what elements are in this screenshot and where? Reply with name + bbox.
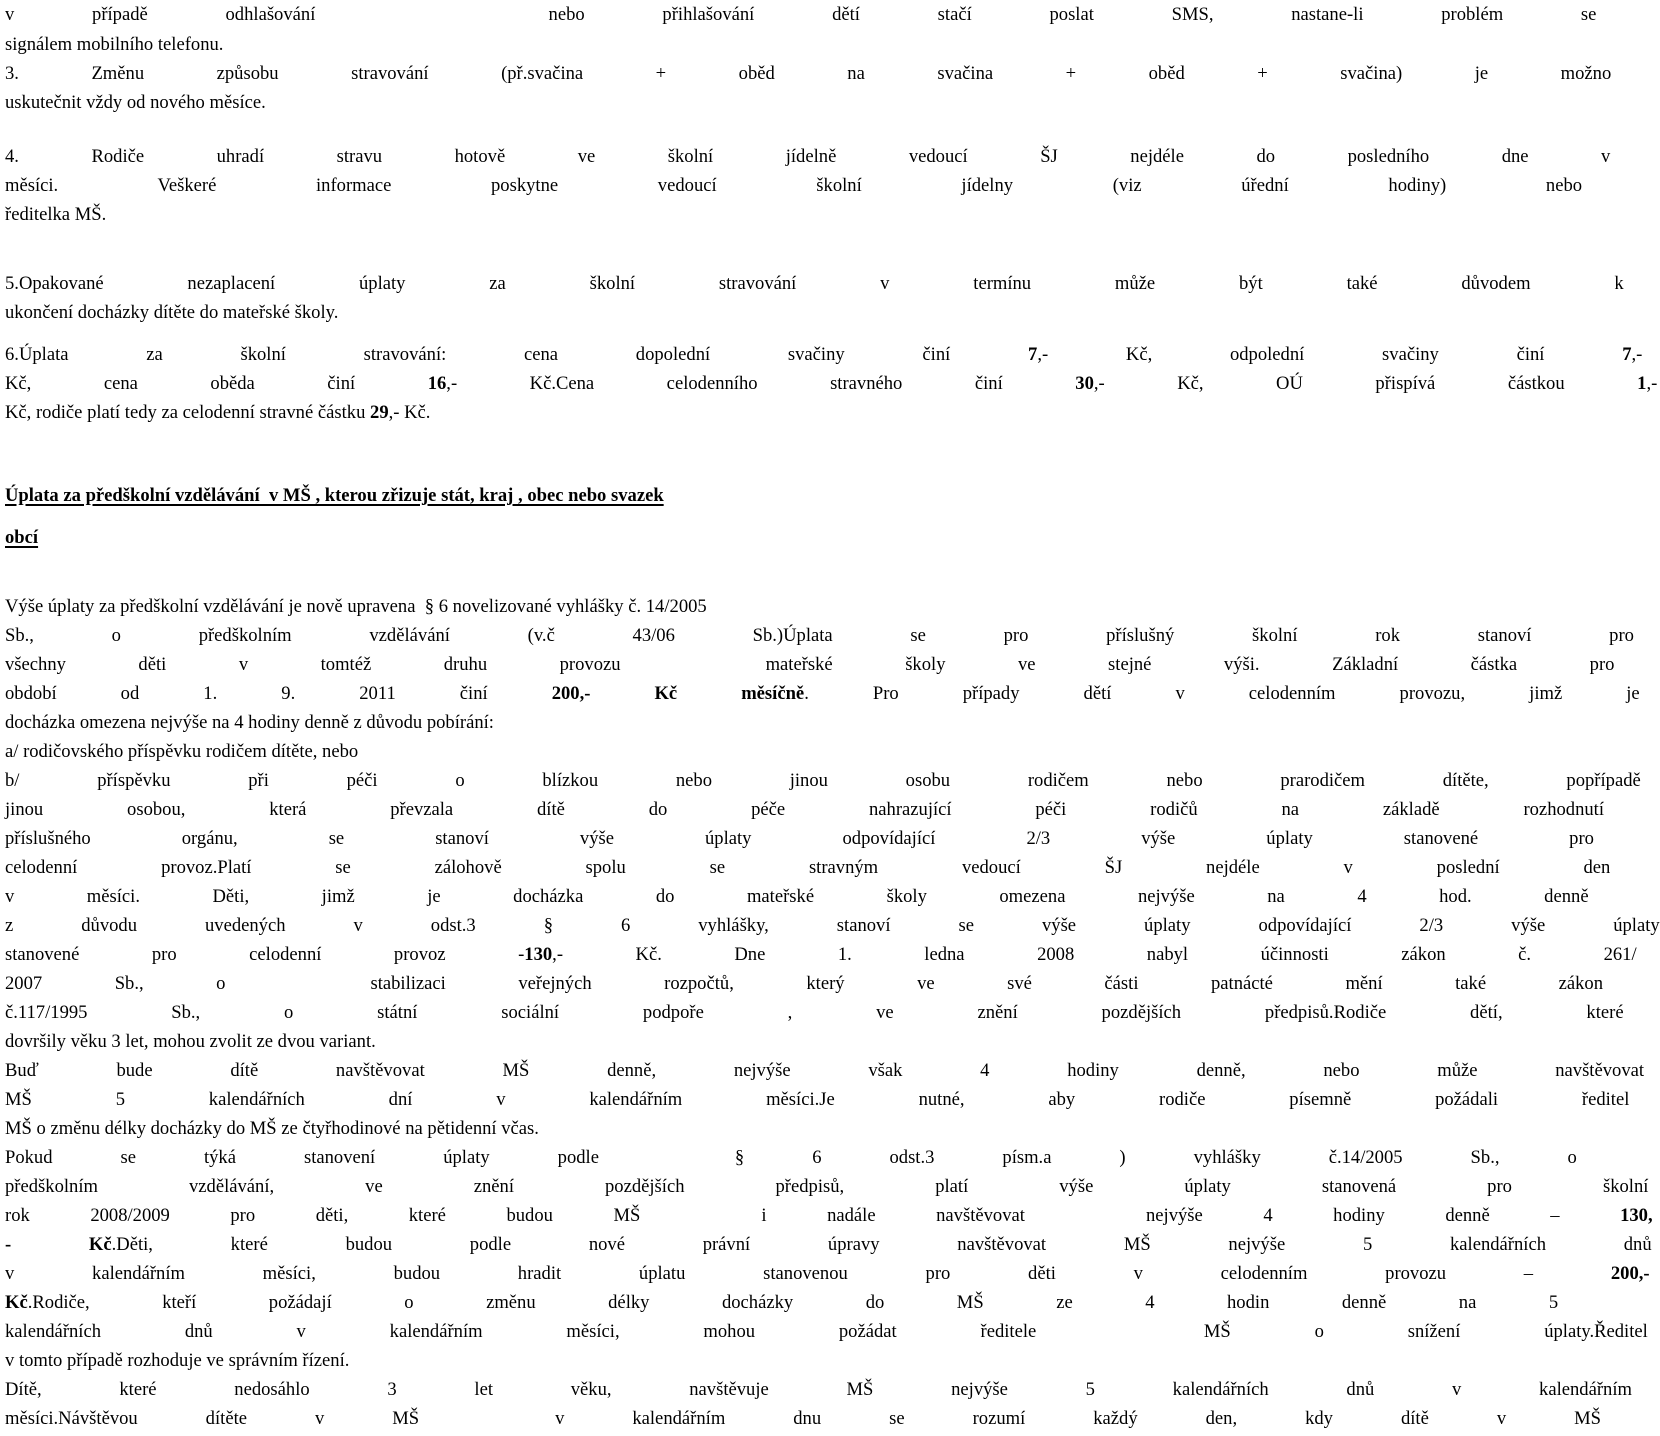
paragraph-line: [5, 1143, 1577, 1172]
section-heading-line: [5, 523, 955, 552]
text-run: obcí: [5, 527, 39, 548]
document-page: [5, 0, 1660, 1436]
text-run: ,-: [1646, 373, 1658, 394]
text-run: Úplata za předškolní vzdělávání v MŠ , kterou zřizuje stát, kraj , obec nebo svazek: [5, 485, 664, 506]
text-run: 2007 Sb., o stabilizaci veřejných rozpočtů, který ve své části patnácté mění také zákon: [5, 973, 1604, 994]
text-run: signálem mobilního telefonu.: [5, 34, 224, 55]
text-run: rok 2008/2009 pro děti, které budou MŠ i nadále navštěvovat nejvýše 4 hodiny denně –: [5, 1205, 1621, 1226]
text-run: všechny děti v tomtéž druhu provozu mateřské školy ve stejné výši. Základní částka pro: [5, 654, 1615, 675]
text-run: v tomto případě rozhoduje ve správním řízení.: [5, 1350, 350, 1371]
paragraph-line: [5, 398, 955, 427]
section-heading-line: [5, 481, 955, 510]
text-run: 6.Úplata za školní stravování: cena dopolední svačiny činí: [5, 344, 1029, 365]
paragraph-line: [5, 0, 1597, 29]
bold-text: 7: [1028, 344, 1038, 365]
paragraph-line: [5, 882, 1589, 911]
text-run: v kalendářním měsíci, budou hradit úplatu stanovenou pro děti v celodenním provozu –: [5, 1263, 1611, 1284]
text-run: v měsíci. Děti, jimž je docházka do mateřské školy omezena nejvýše na 4 hod. denně: [5, 886, 1589, 907]
text-run: celodenní provoz.Platí se zálohově spolu se stravným vedoucí ŠJ nejdéle v poslední den: [5, 857, 1611, 878]
text-run: 5.Opakované nezaplacení úplaty za školní stravování v termínu může být také důvodem k: [5, 273, 1624, 294]
paragraph-line: [5, 766, 1641, 795]
paragraph-line: [5, 88, 955, 117]
bold-text: 130: [524, 944, 553, 965]
bold-text: 130,: [1620, 1205, 1653, 1226]
bold-text: Kč: [5, 1292, 28, 1313]
text-run: období od 1. 9. 2011 činí: [5, 683, 552, 704]
paragraph-line: [5, 298, 955, 327]
text-run: kalendářních dnů v kalendářním měsíci, mohou požádat ředitele MŠ o snížení úplaty.Ředitel: [5, 1321, 1648, 1342]
text-run: docházka omezena nejvýše na 4 hodiny denně z důvodu pobírání:: [5, 712, 494, 733]
bold-text: 1: [1637, 373, 1647, 394]
paragraph-line: [5, 824, 1594, 853]
paragraph-line: [5, 940, 1637, 969]
text-run: v případě odhlašování nebo přihlašování dětí stačí poslat SMS, nastane-li problém se: [5, 4, 1597, 25]
text-run: ,- Kč. Dne 1. ledna 2008 nabyl účinnosti zákon č. 261/: [552, 944, 1637, 965]
text-run: ,- Kč, odpolední svačiny činí: [1037, 344, 1623, 365]
text-run: 3. Změnu způsobu stravování (př.svačina + oběd na svačina + oběd + svačina) je možno: [5, 63, 1612, 84]
paragraph-line: [5, 269, 1624, 298]
text-run: měsíci.Návštěvou dítěte v MŠ v kalendářním dnu se rozumí každý den, kdy dítě v MŠ: [5, 1408, 1601, 1429]
paragraph-line: [5, 795, 1605, 824]
paragraph-line: [5, 1375, 1632, 1404]
paragraph-line: [5, 708, 955, 737]
text-run: Sb., o předškolním vzdělávání (v.č 43/06 Sb.)Úplata se pro příslušný školní rok stanoví pro: [5, 625, 1634, 646]
bold-text: 30: [1075, 373, 1094, 394]
text-run: ,- Kč.: [388, 402, 431, 423]
paragraph-line: [5, 1085, 1630, 1114]
paragraph-line: [5, 200, 955, 229]
bold-text: 29: [370, 402, 389, 423]
text-run: Dítě, které nedosáhlo 3 let věku, navštěvuje MŠ nejvýše 5 kalendářních dnů v kalendářním: [5, 1379, 1632, 1400]
bold-text: 200,-: [1610, 1263, 1650, 1284]
paragraph-line: [5, 340, 1643, 369]
text-run: Kč, cena oběda činí: [5, 373, 428, 394]
paragraph-line: [5, 1114, 955, 1143]
paragraph-line: [5, 998, 1624, 1027]
text-run: a/ rodičovského příspěvku rodičem dítěte, nebo: [5, 741, 359, 762]
bold-text: - Kč: [5, 1234, 112, 1255]
text-run: jinou osobou, která převzala dítě do péče nahrazující péči rodičů na základě rozhodnutí: [5, 799, 1605, 820]
paragraph-line: [5, 737, 955, 766]
paragraph-line: [5, 1230, 1652, 1259]
text-run: Buď bude dítě navštěvovat MŠ denně, nejvýše však 4 hodiny denně, nebo může navštěvovat: [5, 1060, 1645, 1081]
paragraph-line: [5, 592, 955, 621]
paragraph-line: [5, 369, 1658, 398]
paragraph-line: [5, 59, 1612, 88]
bold-text: 16: [427, 373, 447, 394]
text-run: č.117/1995 Sb., o státní sociální podpoře , ve znění pozdějších předpisů.Rodiče dětí, které: [5, 1002, 1624, 1023]
paragraph-line: [5, 142, 1611, 171]
text-run: Výše úplaty za předškolní vzdělávání je nově upravena § 6 novelizované vyhlášky č. 14/2005: [5, 596, 707, 617]
paragraph-line: [5, 650, 1615, 679]
paragraph-line: [5, 853, 1611, 882]
text-run: ,- Kč.Cena celodenního stravného činí: [446, 373, 1076, 394]
text-run: z důvodu uvedených v odst.3 § 6 vyhlášky, stanoví se výše úplaty odpovídající 2/3 výše úplaty: [5, 915, 1660, 936]
text-run: .Děti, které budou podle nové právní úpravy navštěvovat MŠ nejvýše 5 kalendářních dnů: [111, 1234, 1652, 1255]
text-run: b/ příspěvku při péči o blízkou nebo jinou osobu rodičem nebo prarodičem dítěte, popřípadě: [5, 770, 1641, 791]
text-run: měsíci. Veškeré informace poskytne vedoucí školní jídelny (viz úřední hodiny) nebo: [5, 175, 1583, 196]
text-run: ukončení docházky dítěte do mateřské školy.: [5, 302, 339, 323]
text-run: .Rodiče, kteří požádají o změnu délky docházky do MŠ ze 4 hodin denně na 5: [27, 1292, 1559, 1313]
text-run: Kč, rodiče platí tedy za celodenní stravné částku: [5, 402, 371, 423]
bold-text: 7: [1622, 344, 1632, 365]
paragraph-line: [5, 911, 1660, 940]
text-run: uskutečnit vždy od nového měsíce.: [5, 92, 266, 113]
paragraph-line: [5, 1201, 1653, 1230]
text-run: . Pro případy dětí v celodenním provozu, jimž je: [804, 683, 1640, 704]
paragraph-line: [5, 1259, 1650, 1288]
paragraph-line: [5, 621, 1634, 650]
text-run: ,-: [1631, 344, 1643, 365]
text-run: stanovené pro celodenní provoz -: [5, 944, 525, 965]
paragraph-line: [5, 1288, 1559, 1317]
paragraph-line: [5, 1317, 1648, 1346]
text-run: příslušného orgánu, se stanoví výše úplaty odpovídající 2/3 výše úplaty stanovené pro: [5, 828, 1594, 849]
text-run: MŠ 5 kalendářních dní v kalendářním měsíci.Je nutné, aby rodiče písemně požádali ředitel: [5, 1089, 1630, 1110]
paragraph-line: [5, 1404, 1601, 1433]
paragraph-line: [5, 1027, 955, 1056]
text-run: ,- Kč, OÚ přispívá částkou: [1093, 373, 1638, 394]
paragraph-line: [5, 30, 955, 59]
bold-text: 200,- Kč měsíčně: [551, 683, 805, 704]
paragraph-line: [5, 969, 1604, 998]
paragraph-line: [5, 1346, 955, 1375]
paragraph-line: [5, 679, 1640, 708]
text-run: Pokud se týká stanovení úplaty podle § 6 odst.3 písm.a ) vyhlášky č.14/2005 Sb., o: [5, 1147, 1577, 1168]
paragraph-line: [5, 1056, 1645, 1085]
text-run: MŠ o změnu délky docházky do MŠ ze čtyřhodinové na pětidenní včas.: [5, 1118, 539, 1139]
text-run: ředitelka MŠ.: [5, 204, 107, 225]
paragraph-line: [5, 171, 1583, 200]
paragraph-line: [5, 1172, 1649, 1201]
text-run: dovršily věku 3 let, mohou zvolit ze dvou variant.: [5, 1031, 376, 1052]
text-run: předškolním vzdělávání, ve znění pozdějších předpisů, platí výše úplaty stanovená pro školní: [5, 1176, 1649, 1197]
text-run: 4. Rodiče uhradí stravu hotově ve školní jídelně vedoucí ŠJ nejdéle do posledního dne v: [5, 146, 1611, 167]
